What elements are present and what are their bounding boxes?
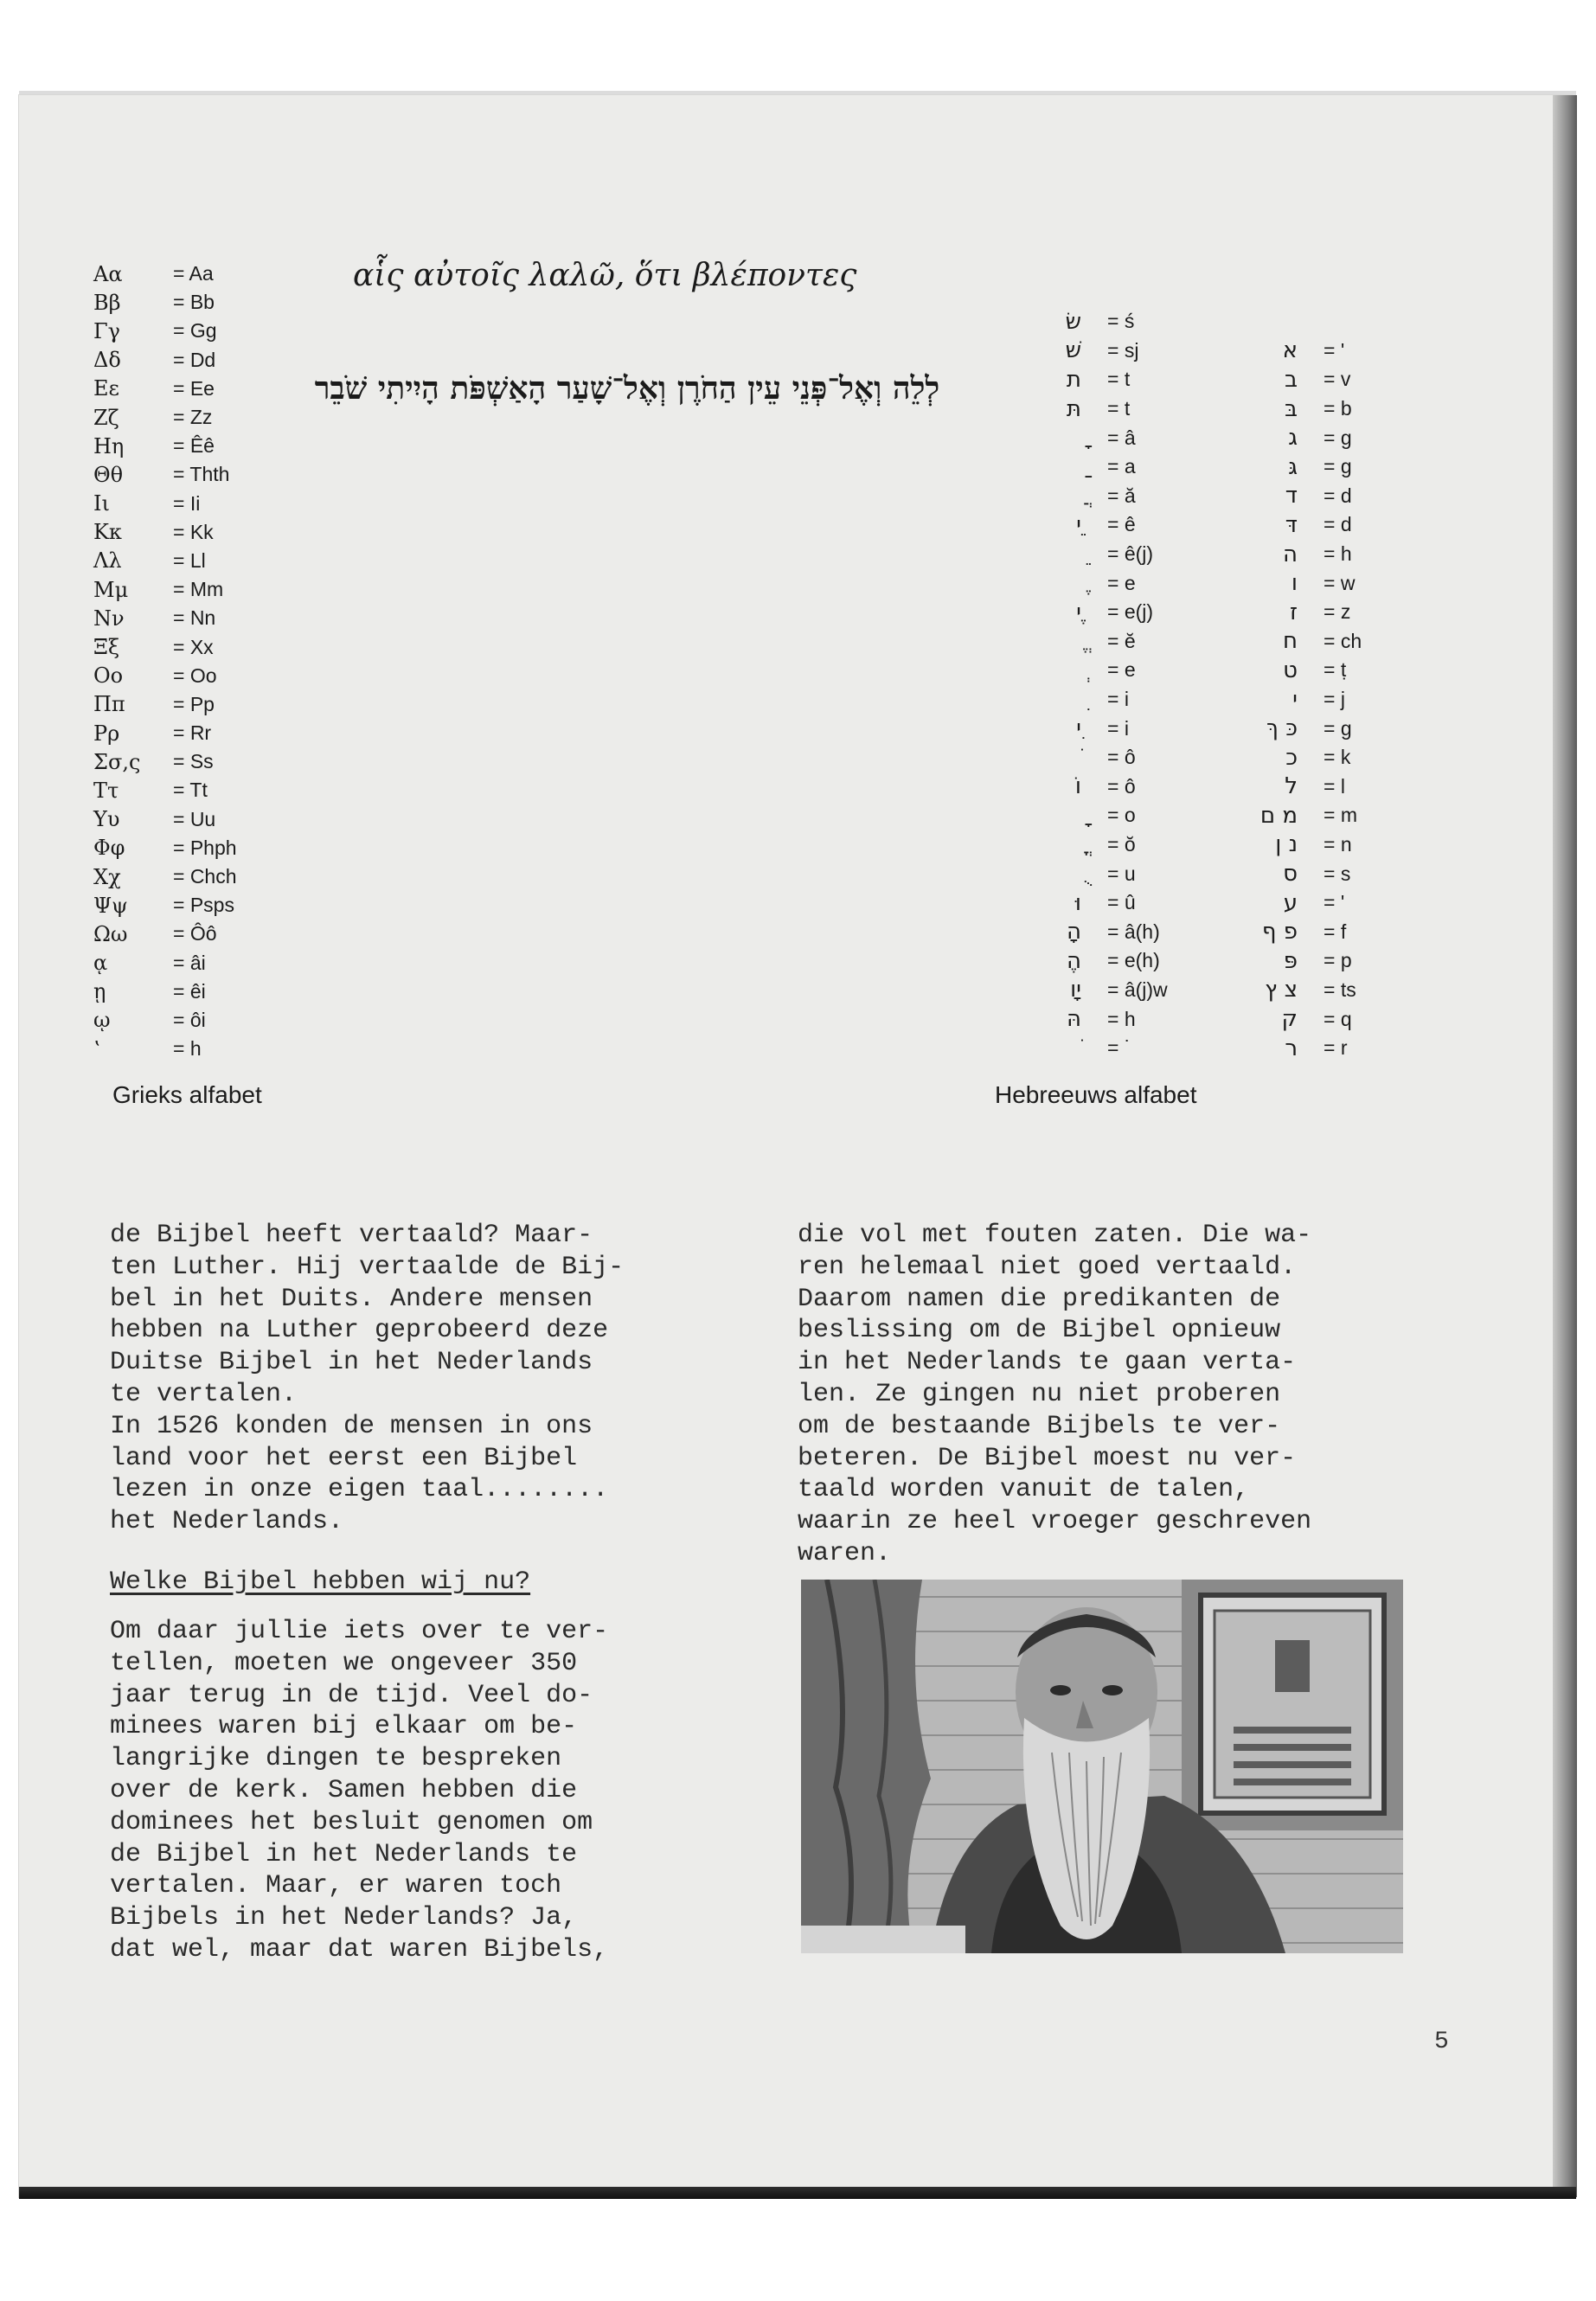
text-line: de Bijbel heeft vertaald? Maar- — [110, 1221, 593, 1250]
consonant-transliteration: = ṭ — [1324, 658, 1347, 682]
greek-alphabet-row — [93, 834, 237, 862]
hebrew-vowel-sign — [986, 803, 1107, 829]
vowel-transliteration: = t — [1107, 397, 1131, 420]
greek-phrase: αἷς αὐτοῖς λαλῶ, ὅτι βλέποντες — [353, 258, 857, 293]
greek-alphabet-row — [93, 1035, 237, 1063]
greek-alphabet-row — [93, 403, 237, 432]
vowel-transliteration: = ô — [1107, 746, 1136, 769]
greek-alphabet-row — [93, 949, 237, 977]
hebrew-alphabet-row — [986, 1004, 1393, 1034]
latin-transliteration: = Oo — [173, 663, 217, 687]
hebrew-consonant: ח — [1283, 628, 1298, 655]
hebrew-alphabet-row — [986, 656, 1393, 685]
hebrew-consonant: ק — [1281, 1006, 1298, 1033]
hebrew-consonant: ל — [1285, 773, 1298, 800]
vowel-transliteration: = e — [1107, 571, 1136, 594]
hebrew-consonant: ד — [1285, 483, 1298, 510]
portrait-engraving — [801, 1580, 1403, 1953]
consonant-transliteration: = d — [1324, 484, 1352, 507]
latin-transliteration: = Tt — [173, 779, 208, 802]
consonant-transliteration: = r — [1324, 1036, 1348, 1060]
consonant-transliteration: = m — [1324, 804, 1357, 827]
greek-letter: Ττ — [93, 778, 119, 803]
text-line: de Bijbel in het Nederlands te — [110, 1839, 578, 1869]
consonant-transliteration: = f — [1324, 920, 1347, 943]
greek-alphabet-table — [93, 260, 237, 1063]
hebrew-consonant: ה — [1283, 541, 1298, 567]
latin-transliteration: = Ii — [173, 491, 201, 515]
hebrew-alphabet-row — [986, 394, 1393, 424]
text-line: langrijke dingen te bespreken — [110, 1744, 562, 1774]
latin-transliteration: = êi — [173, 979, 206, 1003]
portrait-engraving-drawing — [801, 1580, 1403, 1953]
latin-transliteration: = h — [173, 1037, 202, 1061]
vowel-transliteration: = ŏ — [1107, 832, 1136, 856]
text-line: dominees het besluit genomen om — [110, 1807, 593, 1837]
text-line: te vertalen. — [110, 1379, 298, 1409]
consonant-transliteration: = ' — [1324, 891, 1345, 914]
latin-transliteration: = Uu — [173, 807, 216, 830]
page-binding-edge — [1553, 95, 1577, 2197]
hebrew-alphabet-row — [986, 540, 1393, 569]
consonant-transliteration: = n — [1324, 832, 1352, 856]
vowel-transliteration: = ê(j) — [1107, 542, 1154, 566]
text-line: land voor het eerst een Bijbel — [110, 1443, 578, 1473]
text-line: Duitse Bijbel in het Nederlands — [110, 1348, 593, 1378]
hebrew-vowel-sign — [986, 687, 1107, 713]
hebrew-alphabet-row — [986, 917, 1393, 946]
hebrew-alphabet-row — [986, 743, 1393, 772]
greek-alphabet-row — [93, 977, 237, 1006]
hebrew-consonant: פ ף — [1261, 919, 1298, 945]
consonant-transliteration: = g — [1324, 426, 1352, 449]
consonant-transliteration: = z — [1324, 600, 1351, 624]
hebrew-vowel-sign: ִי — [1076, 715, 1081, 742]
hebrew-alphabet-row — [986, 1034, 1393, 1063]
vowel-transliteration: = â(h) — [1107, 920, 1160, 943]
hebrew-alphabet-table — [986, 307, 1393, 1062]
hebrew-alphabet-row — [986, 423, 1393, 452]
consonant-transliteration: = ts — [1324, 977, 1356, 1001]
hebrew-consonant: ו — [1291, 570, 1298, 597]
greek-alphabet-row — [93, 547, 237, 575]
consonant-transliteration: = ch — [1324, 629, 1362, 652]
hebrew-phrase: לְלֵה וְאֶל־פְּנֵי עֵין הַחֹרֶן וְאֶל־שָׁעַר הָאַשְׁפֹּת הָיִיתִי שֹׁבֵר — [314, 370, 940, 407]
consonant-transliteration: = h — [1324, 542, 1352, 566]
text-line: lezen in onze eigen taal........ — [110, 1475, 609, 1505]
hebrew-vowel-sign — [986, 483, 1107, 509]
hebrew-alphabet-row — [986, 801, 1393, 830]
greek-letter: Γγ — [93, 318, 120, 343]
latin-transliteration: = Ll — [173, 548, 206, 572]
latin-transliteration: = Aa — [173, 262, 214, 285]
hebrew-vowel-sign: תּ — [1066, 395, 1081, 422]
text-line: ren helemaal niet goed vertaald. — [798, 1252, 1297, 1282]
hebrew-alphabet-row — [986, 336, 1393, 366]
greek-letter: Φφ — [93, 836, 125, 861]
greek-letter: Θθ — [93, 462, 124, 487]
hebrew-consonant: כ — [1285, 744, 1298, 771]
hebrew-alphabet-row — [986, 365, 1393, 394]
hebrew-consonant: ע — [1283, 889, 1298, 916]
right-column-text — [798, 1220, 1481, 1570]
greek-alphabet-row — [93, 460, 237, 489]
hebrew-vowel-sign — [986, 1035, 1107, 1061]
hebrew-consonant: גּ — [1288, 453, 1298, 480]
hebrew-vowel-sign — [986, 745, 1107, 771]
greek-alphabet-row — [93, 432, 237, 460]
left-column-text-2 — [110, 1616, 793, 1966]
greek-alphabet-row — [93, 920, 237, 948]
greek-letter: Ωω — [93, 921, 128, 946]
hebrew-vowel-sign: ָה — [1067, 919, 1081, 945]
hebrew-alphabet-row — [986, 568, 1393, 598]
hebrew-vowel-sign — [986, 628, 1107, 654]
text-line: die vol met fouten zaten. Die wa- — [798, 1221, 1312, 1250]
latin-transliteration: = Kk — [173, 520, 214, 543]
greek-letter: Δδ — [93, 348, 121, 373]
vowel-transliteration: = i — [1107, 688, 1129, 711]
hebrew-vowel-sign — [986, 454, 1107, 480]
vowel-transliteration: = ă — [1107, 484, 1136, 507]
greek-letter: Ηη — [93, 433, 125, 458]
hebrew-alphabet-row — [986, 598, 1393, 627]
left-column-text — [110, 1220, 793, 1538]
consonant-transliteration: = q — [1324, 1007, 1352, 1030]
text-line: het Nederlands. — [110, 1507, 344, 1537]
hebrew-vowel-sign — [986, 861, 1107, 887]
text-line: dat wel, maar dat waren Bijbels, — [110, 1934, 609, 1965]
greek-alphabet-row — [93, 260, 237, 288]
greek-alphabet-row — [93, 662, 237, 690]
vowel-transliteration: = ĕ — [1107, 629, 1136, 652]
latin-transliteration: = Dd — [173, 348, 216, 371]
hebrew-vowel-sign — [986, 542, 1107, 567]
latin-transliteration: = Phph — [173, 836, 237, 859]
greek-alphabet-row — [93, 604, 237, 632]
greek-letter: Νν — [93, 606, 125, 631]
text-line: over de kerk. Samen hebben die — [110, 1775, 578, 1805]
hebrew-alphabet-row — [986, 627, 1393, 657]
latin-transliteration: = Rr — [173, 721, 212, 745]
greek-alphabet-row — [93, 747, 237, 776]
hebrew-consonant: דּ — [1285, 511, 1298, 538]
greek-alphabet-row — [93, 518, 237, 547]
consonant-transliteration: = s — [1324, 862, 1351, 885]
text-line: vertalen. Maar, er waren toch — [110, 1871, 562, 1901]
hebrew-alphabet-row — [986, 452, 1393, 482]
hebrew-alphabet-caption: Hebreeuws alfabet — [995, 1081, 1197, 1108]
consonant-transliteration: = p — [1324, 949, 1352, 972]
page-bottom-edge — [19, 2187, 1576, 2199]
greek-alphabet-row — [93, 719, 237, 747]
vowel-transliteration: = ˙ — [1107, 1036, 1131, 1060]
text-line: len. Ze gingen nu niet proberen — [798, 1379, 1281, 1409]
greek-letter: Ιι — [93, 491, 110, 516]
hebrew-alphabet-row — [986, 510, 1393, 540]
hebrew-consonant: ר — [1285, 1035, 1298, 1061]
latin-transliteration: = Ee — [173, 376, 215, 400]
greek-alphabet-row — [93, 690, 237, 719]
latin-transliteration: = Ôô — [173, 922, 217, 945]
hebrew-consonant: א — [1282, 337, 1298, 364]
hebrew-consonant: בּ — [1284, 395, 1298, 422]
consonant-transliteration: = w — [1324, 571, 1356, 594]
hebrew-consonant: ט — [1283, 657, 1298, 683]
hebrew-consonant: ג — [1288, 425, 1298, 452]
text-line: bel in het Duits. Andere mensen — [110, 1284, 593, 1314]
consonant-transliteration: = k — [1324, 746, 1351, 769]
latin-transliteration: = ôi — [173, 1008, 206, 1031]
hebrew-vowel-sign — [986, 831, 1107, 857]
vowel-transliteration: = a — [1107, 455, 1136, 478]
text-line: ten Luther. Hij vertaalde de Bij- — [110, 1252, 625, 1282]
greek-letter: Κκ — [93, 520, 122, 545]
hebrew-vowel-sign: שׁ — [1065, 337, 1081, 364]
greek-alphabet-row — [93, 862, 237, 891]
hebrew-vowel-sign: ת — [1066, 366, 1081, 393]
text-line: Om daar jullie iets over te ver- — [110, 1617, 609, 1646]
vowel-transliteration: = â — [1107, 426, 1136, 449]
text-line: om de bestaande Bijbels te ver- — [798, 1411, 1281, 1441]
hebrew-vowel-sign: וֹ — [1074, 773, 1081, 800]
vowel-transliteration: = o — [1107, 804, 1136, 827]
text-line: In 1526 konden de mensen in ons — [110, 1411, 593, 1441]
greek-letter: ᾳ — [93, 951, 108, 976]
latin-transliteration: = Ss — [173, 750, 214, 773]
consonant-transliteration: = g — [1324, 455, 1352, 478]
vowel-transliteration: = e(h) — [1107, 949, 1160, 972]
latin-transliteration: = Pp — [173, 692, 215, 715]
greek-alphabet-row — [93, 891, 237, 920]
latin-transliteration: = Bb — [173, 291, 215, 314]
hebrew-alphabet-row — [986, 772, 1393, 802]
hebrew-alphabet-row — [986, 859, 1393, 888]
page-number: 5 — [1434, 2029, 1449, 2055]
consonant-transliteration: = l — [1324, 774, 1345, 798]
hebrew-alphabet-row — [986, 714, 1393, 743]
text-line: in het Nederlands te gaan verta- — [798, 1348, 1297, 1378]
greek-letter: Ξξ — [93, 635, 120, 660]
text-line: tellen, moeten we ongeveer 350 — [110, 1648, 578, 1678]
greek-letter: Ψψ — [93, 893, 128, 918]
hebrew-vowel-sign: הּ — [1067, 1006, 1081, 1033]
hebrew-consonant: פּ — [1283, 947, 1298, 974]
greek-letter: Εε — [93, 376, 119, 401]
hebrew-alphabet-row — [986, 830, 1393, 860]
greek-alphabet-caption: Grieks alfabet — [112, 1081, 262, 1108]
vowel-transliteration: = sj — [1107, 338, 1139, 362]
greek-letter: Μμ — [93, 577, 129, 602]
text-line: waarin ze heel vroeger geschreven — [798, 1507, 1312, 1537]
greek-letter: Ρρ — [93, 721, 120, 746]
greek-letter: Ββ — [93, 290, 121, 315]
latin-transliteration: = Gg — [173, 319, 217, 343]
hebrew-consonant: ב — [1284, 366, 1298, 393]
vowel-transliteration: = i — [1107, 716, 1129, 740]
hebrew-vowel-sign: וּ — [1074, 889, 1081, 916]
latin-transliteration: = Mm — [173, 578, 224, 601]
vowel-transliteration: = ê — [1107, 513, 1136, 536]
greek-alphabet-row — [93, 346, 237, 375]
hebrew-consonant: ס — [1283, 861, 1298, 888]
hebrew-vowel-sign: ֵי — [1076, 511, 1081, 538]
hebrew-vowel-sign: ָיו — [1070, 977, 1081, 1003]
greek-letter: Λλ — [93, 548, 122, 574]
greek-alphabet-row — [93, 1006, 237, 1035]
consonant-transliteration: = j — [1324, 688, 1345, 711]
latin-transliteration: = âi — [173, 951, 206, 974]
greek-letter: ῳ — [93, 1008, 111, 1033]
hebrew-consonant: ז — [1289, 599, 1298, 625]
text-line: taald worden vanuit de talen, — [798, 1475, 1250, 1505]
consonant-transliteration: = d — [1324, 513, 1352, 536]
hebrew-vowel-sign: ֶה — [1067, 947, 1081, 974]
consonant-transliteration: = v — [1324, 368, 1351, 391]
hebrew-alphabet-row — [986, 482, 1393, 511]
greek-alphabet-row — [93, 490, 237, 518]
greek-letter: Ππ — [93, 692, 125, 717]
vowel-transliteration: = u — [1107, 862, 1136, 885]
latin-transliteration: = Thth — [173, 463, 230, 486]
greek-letter: Αα — [93, 261, 123, 286]
greek-alphabet-row — [93, 805, 237, 834]
vowel-transliteration: = û — [1107, 891, 1136, 914]
hebrew-alphabet-row — [986, 307, 1393, 336]
consonant-transliteration: = g — [1324, 716, 1352, 740]
vowel-transliteration: = â(j)w — [1107, 977, 1168, 1001]
latin-transliteration: = Nn — [173, 606, 216, 630]
hebrew-consonant: כּ ךּ — [1266, 715, 1298, 742]
greek-alphabet-row — [93, 317, 237, 345]
hebrew-consonant: צ ץ — [1265, 977, 1298, 1003]
text-line: waren. — [798, 1538, 892, 1568]
greek-alphabet-row — [93, 776, 237, 804]
text-line: beslissing om de Bijbel opnieuw — [798, 1316, 1281, 1346]
greek-letter: Σσ,ς — [93, 749, 141, 774]
text-line: hebben na Luther geprobeerd deze — [110, 1316, 609, 1346]
text-line: minees waren bij elkaar om be- — [110, 1712, 578, 1742]
text-line: Bijbels in het Nederlands? Ja, — [110, 1903, 578, 1933]
greek-letter: ῃ — [93, 979, 106, 1004]
latin-transliteration: = Zz — [173, 406, 213, 429]
greek-letter: Υυ — [93, 807, 120, 832]
latin-transliteration: = Chch — [173, 865, 237, 888]
hebrew-consonant: נ ן — [1275, 831, 1298, 858]
vowel-transliteration: = h — [1107, 1007, 1136, 1030]
hebrew-vowel-sign — [986, 657, 1107, 683]
hebrew-consonant: י — [1292, 686, 1298, 713]
latin-transliteration: = Psps — [173, 894, 234, 917]
greek-alphabet-row — [93, 575, 237, 604]
greek-letter: Χχ — [93, 864, 121, 889]
greek-letter: ʽ — [93, 1036, 100, 1061]
hebrew-alphabet-row — [986, 946, 1393, 976]
vowel-transliteration: = t — [1107, 368, 1131, 391]
greek-letter: Ζζ — [93, 405, 119, 430]
greek-letter: Οο — [93, 663, 124, 689]
text-line: Daarom namen die predikanten de — [798, 1284, 1281, 1314]
latin-transliteration: = Êê — [173, 434, 215, 458]
latin-transliteration: = Xx — [173, 635, 214, 658]
vowel-transliteration: = ś — [1107, 310, 1135, 333]
hebrew-vowel-sign — [986, 570, 1107, 596]
text-line: beteren. De Bijbel moest nu ver- — [798, 1443, 1297, 1473]
hebrew-vowel-sign: ֶי — [1076, 599, 1081, 625]
section-heading: Welke Bijbel hebben wij nu? — [110, 1567, 531, 1597]
hebrew-consonant: מ ם — [1259, 802, 1298, 829]
consonant-transliteration: = ' — [1324, 338, 1345, 362]
vowel-transliteration: = e(j) — [1107, 600, 1154, 624]
greek-alphabet-row — [93, 375, 237, 403]
greek-alphabet-row — [93, 632, 237, 661]
greek-alphabet-row — [93, 288, 237, 317]
hebrew-alphabet-row — [986, 976, 1393, 1005]
vowel-transliteration: = e — [1107, 658, 1136, 682]
hebrew-vowel-sign: שׂ — [1065, 308, 1081, 335]
vowel-transliteration: = ô — [1107, 774, 1136, 798]
hebrew-alphabet-row — [986, 888, 1393, 918]
consonant-transliteration: = b — [1324, 397, 1352, 420]
text-line: jaar terug in de tijd. Veel do- — [110, 1680, 593, 1710]
hebrew-vowel-sign — [986, 425, 1107, 451]
hebrew-alphabet-row — [986, 685, 1393, 715]
